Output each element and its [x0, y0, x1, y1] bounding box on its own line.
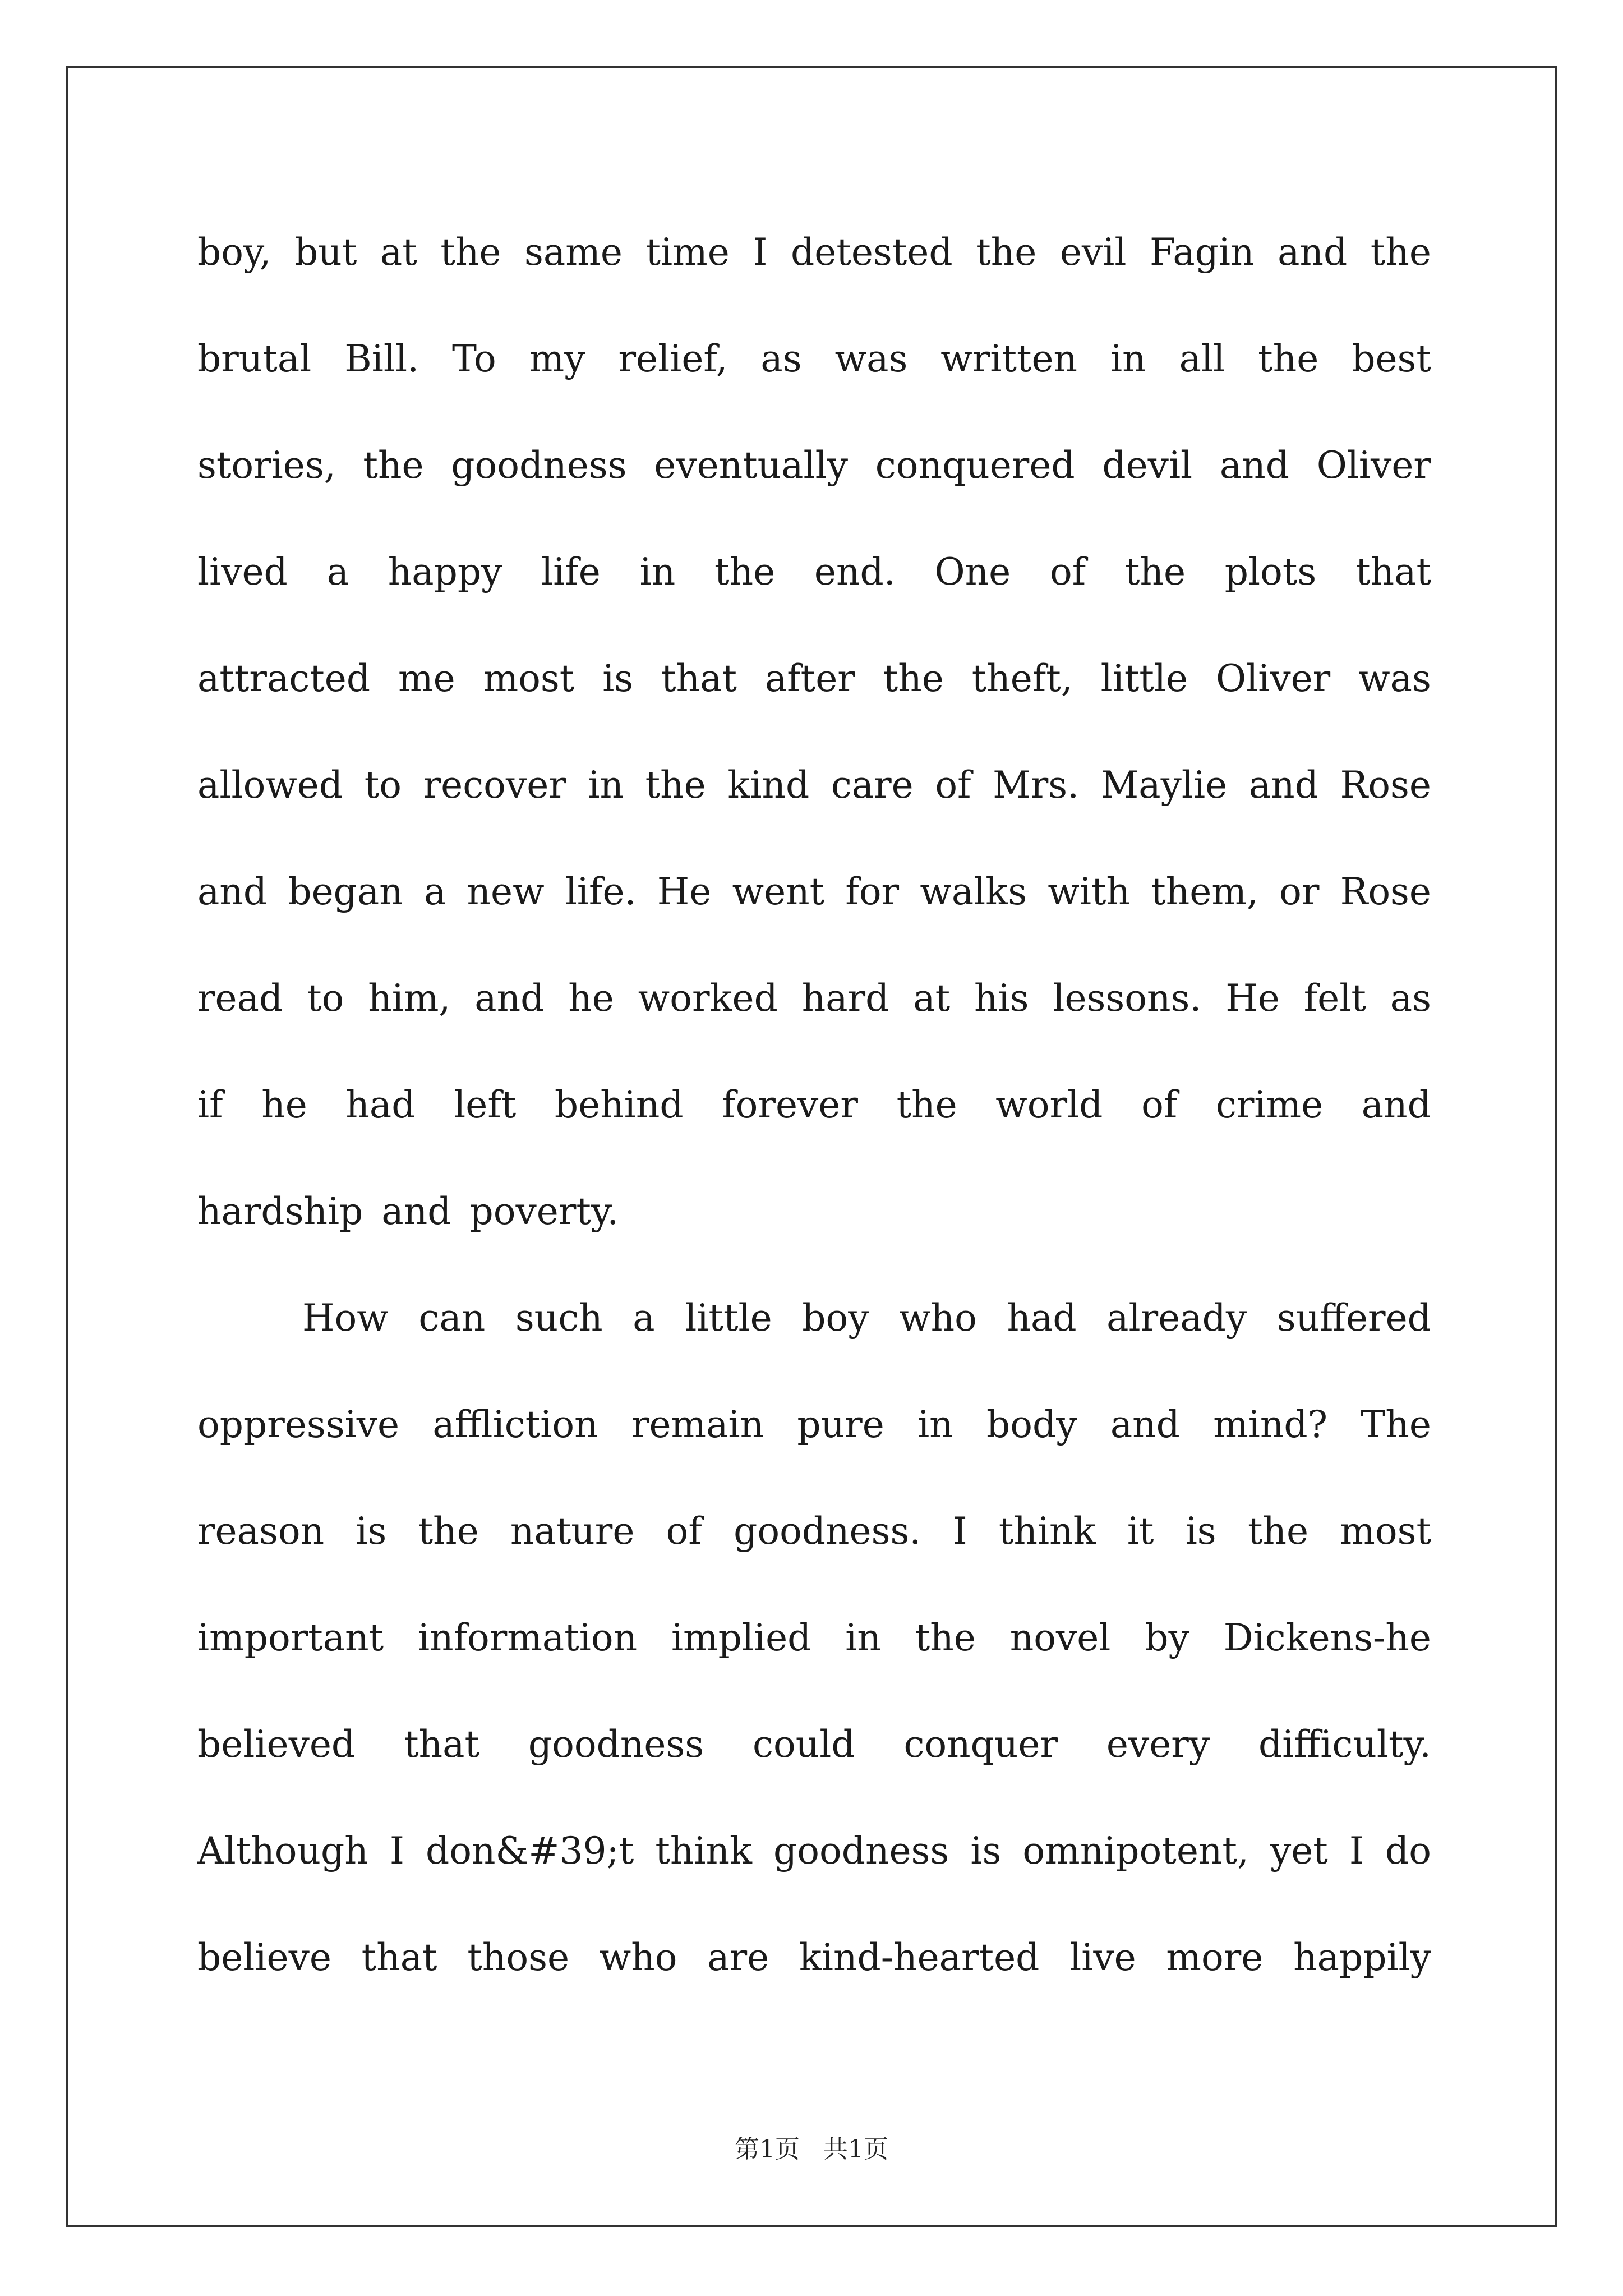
text-line: attracted me most is that after the theft, little Oliver was	[197, 657, 1431, 700]
text-line: read to him, and he worked hard at his lessons. He felt as	[197, 977, 1431, 1020]
text-line: How can such a little boy who had already suffered	[302, 1296, 1431, 1340]
text-line: hardship and poverty.	[197, 1190, 619, 1233]
text-line: important information implied in the novel by Dickens-he	[197, 1616, 1431, 1659]
text-line: believed that goodness could conquer every difficulty.	[197, 1723, 1431, 1766]
text-line: brutal Bill. To my relief, as was written in all the best	[197, 337, 1431, 380]
text-line: and began a new life. He went for walks with them, or Rose	[197, 870, 1431, 913]
text-line: lived a happy life in the end. One of the plots that	[197, 550, 1431, 593]
text-line: Although I don&#39;t think goodness is omnipotent, yet I do	[197, 1829, 1431, 1872]
body-text	[197, 199, 1431, 2011]
text-line: allowed to recover in the kind care of Mrs. Maylie and Rose	[197, 763, 1431, 807]
text-line: stories, the goodness eventually conquered devil and Oliver	[197, 444, 1431, 487]
text-line: boy, but at the same time I detested the evil Fagin and the	[197, 231, 1431, 274]
text-line: if he had left behind forever the world of crime and	[197, 1083, 1431, 1126]
text-line: oppressive affliction remain pure in body and mind? The	[197, 1403, 1431, 1446]
page-number-footer: 第1页 共1页	[735, 2135, 888, 2164]
text-line: reason is the nature of goodness. I think it is the most	[197, 1510, 1431, 1553]
text-line: believe that those who are kind-hearted live more happily	[197, 1936, 1431, 1979]
